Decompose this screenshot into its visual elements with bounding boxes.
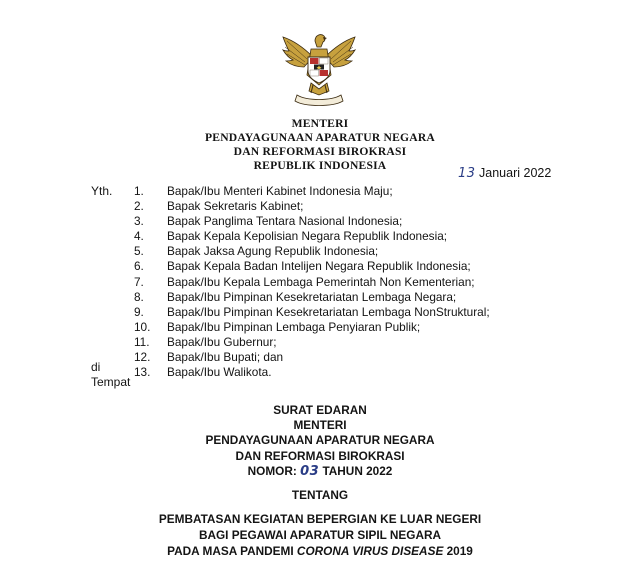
place-di: di	[91, 360, 101, 374]
circular-heading	[160, 403, 480, 479]
place-block	[91, 360, 130, 390]
header-line-3: DAN REFORMASI BIROKRASI	[233, 145, 407, 158]
list-item: 7. Bapak/Ibu Kepala Lembaga Pemerintah Non Kementerian;	[134, 274, 475, 289]
list-item: 8. Bapak/Ibu Pimpinan Kesekretariatan Lembaga Negara;	[134, 289, 457, 304]
date-month-year: Januari 2022	[479, 166, 552, 180]
list-item: 6. Bapak Kepala Badan Intelijen Negara Republik Indonesia;	[134, 259, 471, 274]
letter-date	[458, 166, 551, 181]
ministry-header	[160, 117, 480, 173]
garuda-emblem-icon	[277, 27, 361, 109]
circular-line-4: DAN REFORMASI BIROKRASI	[235, 448, 405, 463]
header-line-1: MENTERI	[291, 117, 349, 130]
subject-line-1: PEMBATASAN KEGIATAN BEPERGIAN KE LUAR NEGERI	[158, 512, 482, 526]
number-handwritten: 03	[300, 463, 320, 479]
circular-line-2: MENTERI	[293, 418, 347, 433]
list-item: 10. Bapak/Ibu Pimpinan Lembaga Penyiaran Publik;	[134, 319, 421, 334]
list-item: 13. Bapak/Ibu Walikota.	[134, 365, 272, 380]
place-tempat: Tempat	[91, 375, 131, 389]
header-line-4: REPUBLIK INDONESIA	[253, 159, 387, 172]
list-item: 9. Bapak/Ibu Pimpinan Kesekretariatan Lembaga NonStruktural;	[134, 304, 490, 319]
subject-title	[110, 512, 530, 559]
list-item: 3. Bapak Panglima Tentara Nasional Indonesia;	[134, 214, 403, 229]
recipient-list	[134, 184, 490, 380]
tentang-label: TENTANG	[291, 488, 349, 502]
circular-line-1: SURAT EDARAN	[273, 403, 367, 417]
circular-number: NOMOR: 03 TAHUN 2022	[247, 463, 393, 479]
list-item: 12. Bapak/Ibu Bupati; dan	[134, 350, 284, 365]
list-item: 11. Bapak/Ibu Gubernur;	[134, 334, 277, 349]
list-item: 2. Bapak Sekretaris Kabinet;	[134, 199, 304, 214]
subject-line-2: BAGI PEGAWAI APARATUR SIPIL NEGARA	[198, 527, 442, 542]
header-line-2: PENDAYAGUNAAN APARATUR NEGARA	[205, 131, 435, 144]
list-item: 4. Bapak Kepala Kepolisian Negara Republik Indonesia;	[134, 229, 448, 244]
circular-line-3: PENDAYAGUNAAN APARATUR NEGARA	[205, 433, 435, 448]
date-day-handwritten: 13	[458, 166, 476, 181]
list-item: 5. Bapak Jaksa Agung Republik Indonesia;	[134, 244, 379, 259]
yth-label: Yth.	[91, 184, 113, 198]
subject-line-3: PADA MASA PANDEMI CORONA VIRUS DISEASE 2019	[167, 543, 473, 558]
list-item: 1. Bapak/Ibu Menteri Kabinet Indonesia Maju;	[134, 184, 393, 198]
